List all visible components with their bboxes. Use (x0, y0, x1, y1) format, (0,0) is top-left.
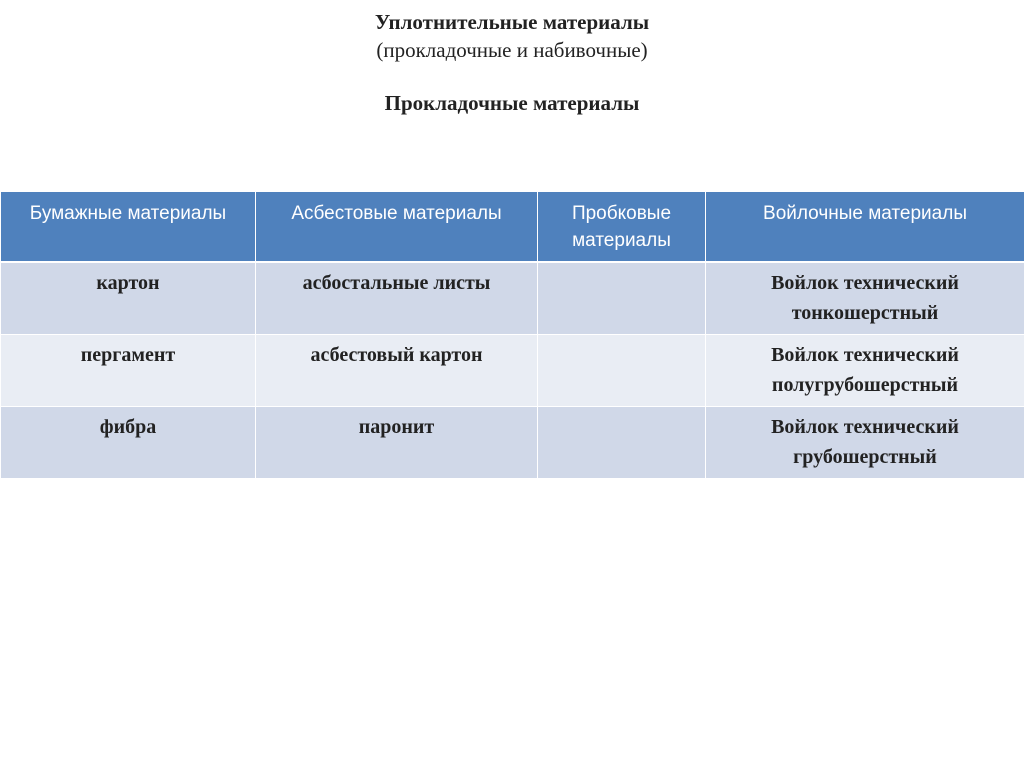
table-cell (538, 334, 706, 406)
header-asbestos-materials: Асбестовые материалы (256, 192, 538, 262)
table-cell: Войлок технический полугрубошерстный (706, 334, 1024, 406)
header-cork-materials: Пробковые материалы (538, 192, 706, 262)
table-row (1, 334, 1024, 406)
table-cell: картон (1, 262, 256, 334)
header-paper-materials: Бумажные материалы (1, 192, 256, 262)
table-cell: Войлок технический тонкошерстный (706, 262, 1024, 334)
table-cell: Войлок технический грубошерстный (706, 406, 1024, 478)
slide-title: Уплотнительные материалы (374, 10, 650, 34)
table-cell: пергамент (1, 334, 256, 406)
table-cell: асбостальные листы (256, 262, 538, 334)
table-cell: фибра (1, 406, 256, 478)
table-cell (538, 262, 706, 334)
slide-heading (0, 8, 1024, 64)
table-cell: паронит (256, 406, 538, 478)
slide-subtitle: (прокладочные и набивочные) (376, 38, 648, 62)
table-header-row (1, 192, 1024, 262)
header-felt-materials: Войлочные материалы (706, 192, 1024, 262)
table-cell (538, 406, 706, 478)
table-row (1, 262, 1024, 334)
section-title: Прокладочные материалы (384, 91, 640, 115)
table-cell: асбестовый картон (256, 334, 538, 406)
table-row (1, 406, 1024, 478)
materials-table (0, 192, 1024, 479)
